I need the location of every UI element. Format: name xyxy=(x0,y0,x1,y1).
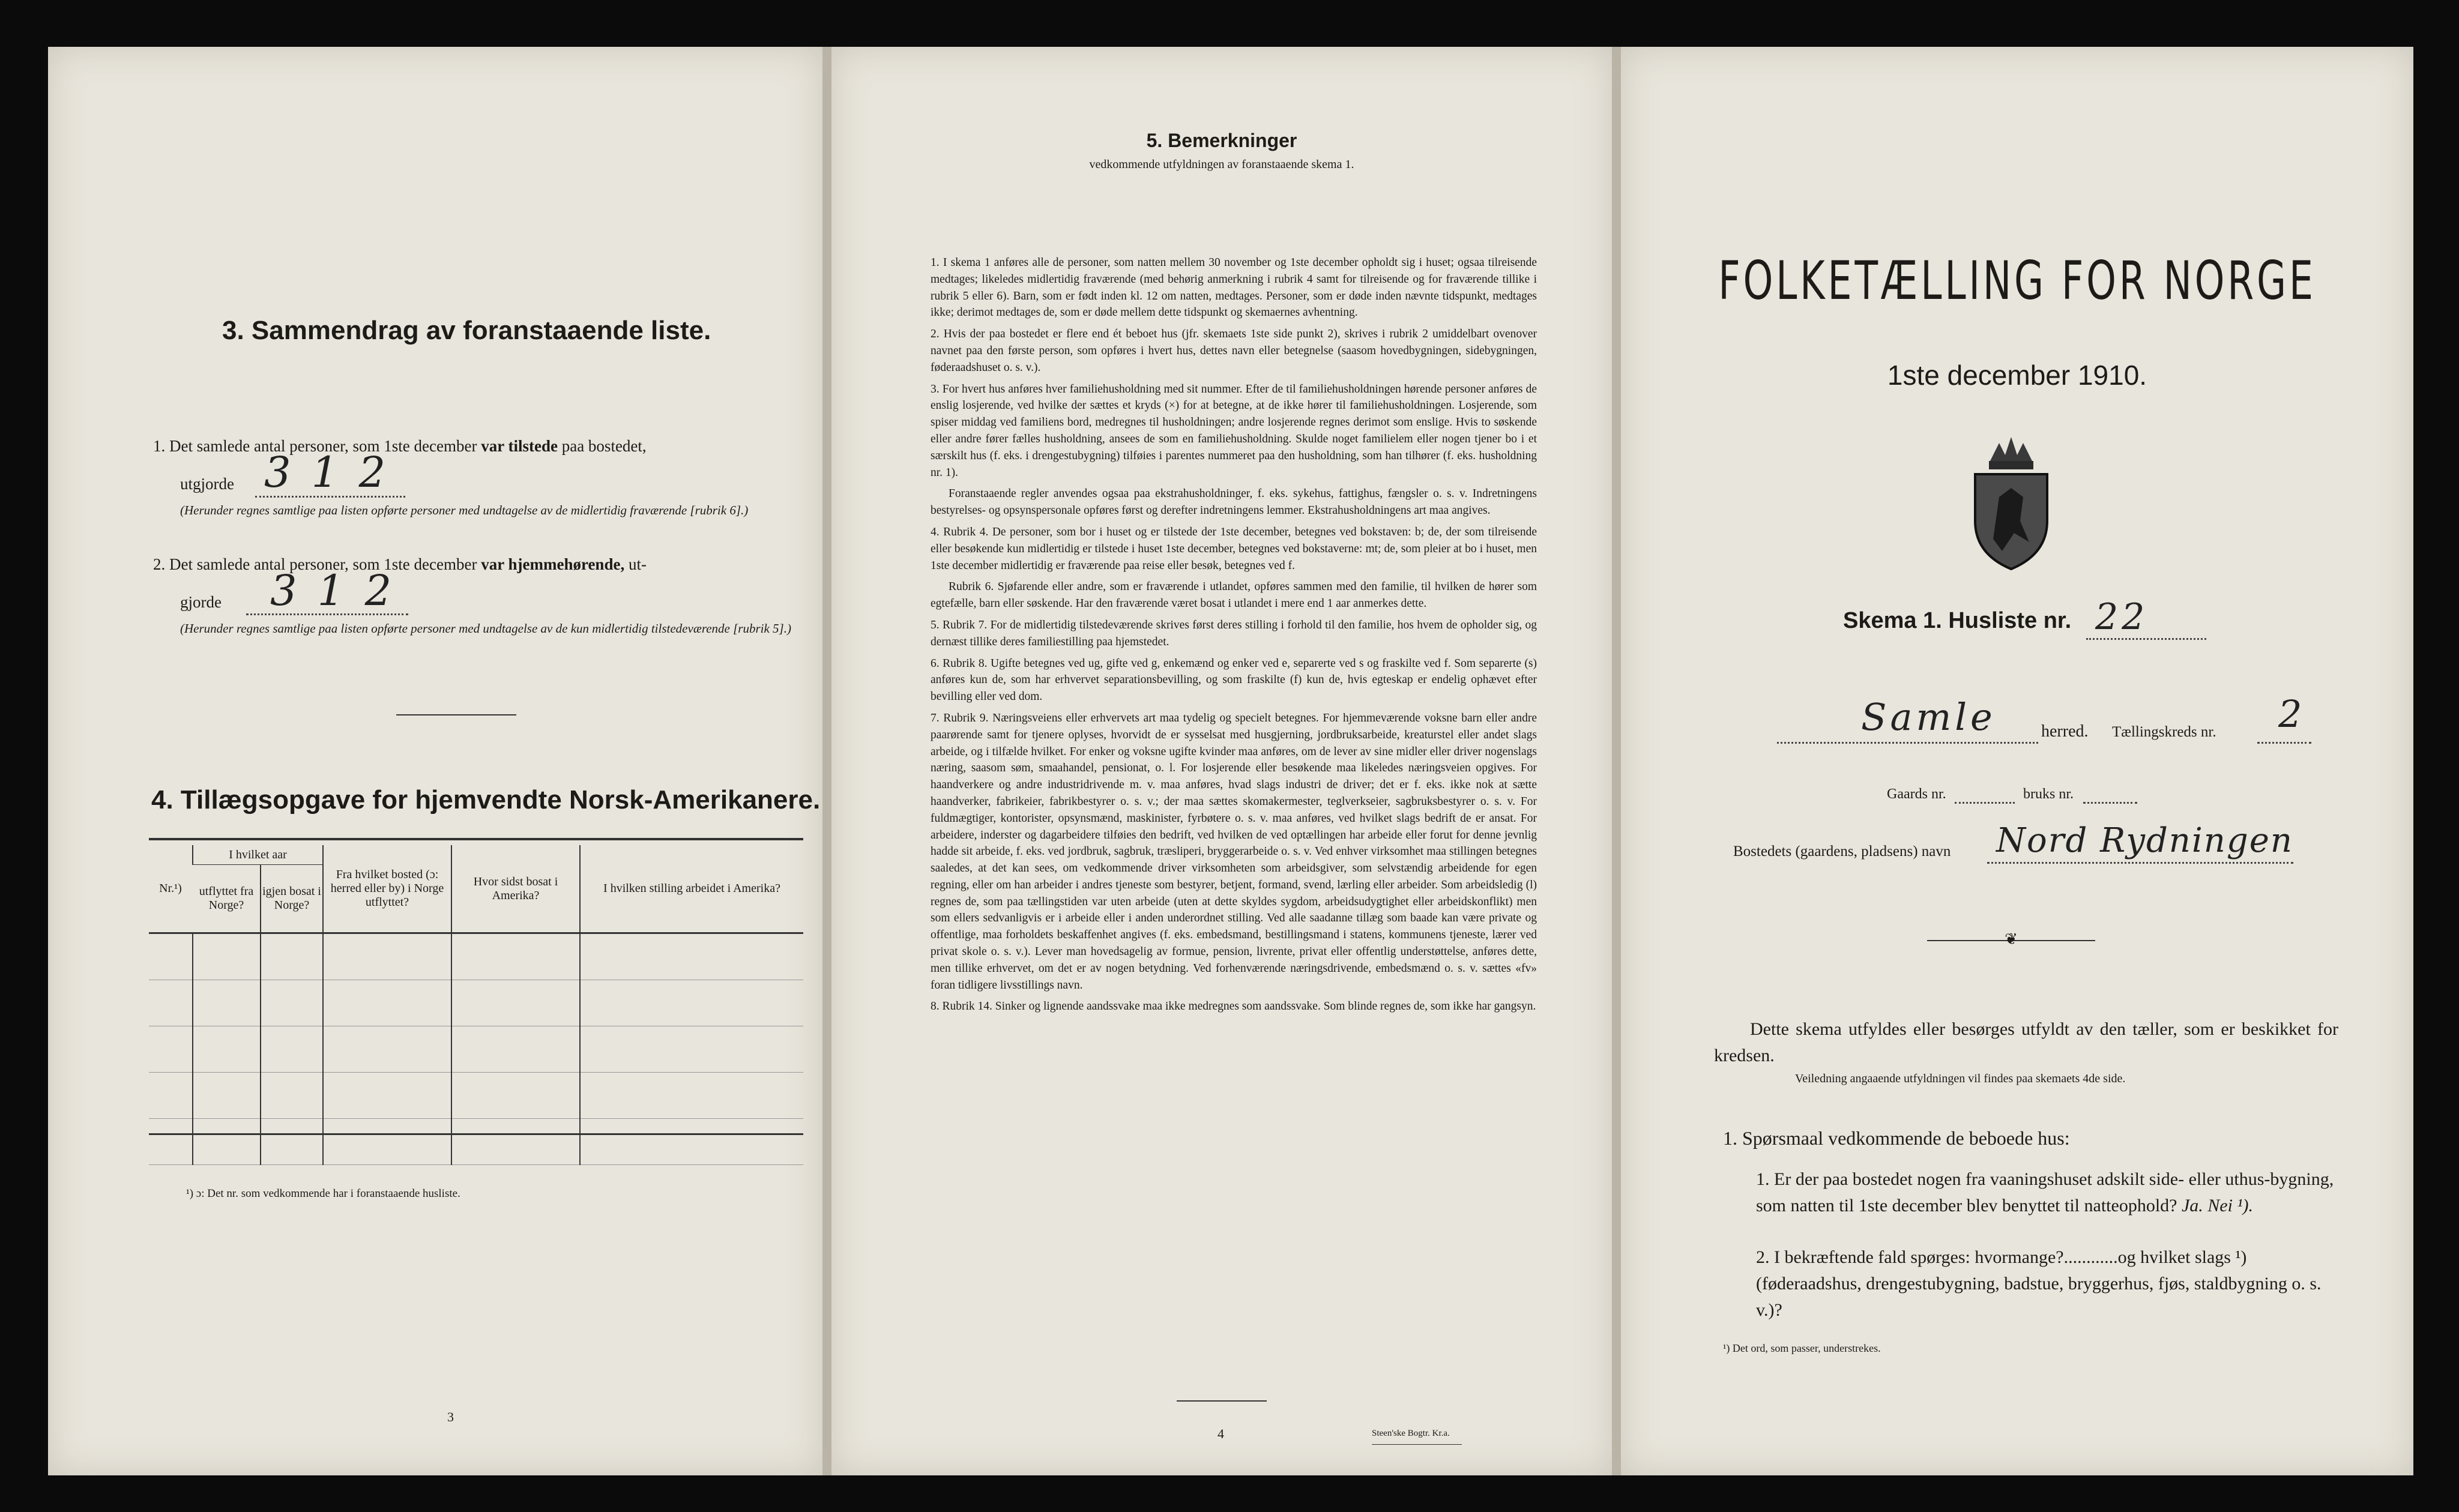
item1-utgjorde-label: utgjorde xyxy=(180,475,234,493)
summary-item-1: 1. Det samlede antal personer, som 1ste december var tilstede paa bostedet, xyxy=(153,437,647,455)
remark-4: 4. Rubrik 4. De personer, som bor i huset og er tilstede der 1ste december, betegnes ved bokstaven: b; de, der som tilreisende eller besøkende kun midlertidig er tilstede i huset 1ste december, betegnes ved bokstaverne: mt; de, som pleier at bo i huset, men 1ste december midlertidig er fraværende paa reise eller besøk, betegnes ved f. xyxy=(931,525,1537,572)
section-3-title: 3. Sammendrag av foranstaaende liste. xyxy=(222,316,711,345)
page-3 xyxy=(48,47,822,1475)
intro-text: Dette skema utfyldes eller besørges utfyldt av den tæller, som er beskikket for kredsen. xyxy=(1714,1019,2338,1065)
kreds-value[interactable]: 2 xyxy=(2278,692,2306,736)
page1-footnote: ¹) Det ord, som passer, understrekes. xyxy=(1723,1342,1881,1354)
remark-1: 1. I skema 1 anføres alle de personer, som natten mellem 30 november og 1ste december opholdt sig i huset; ogsaa tilreisende medtages; likeledes midlertidig fraværende (med behørig anmerkning i rubrik 4 samt for tilreisende og for fraværende tillike i rubrik 5 eller 6). Barn, som er født inden kl. 12 om natten, medtages. Personer, som er døde inden nævnte tidspunkt, medtages ikke; derimot medtages de, som er døde mellem dette tidspunkt og skemaernes avhentning. xyxy=(931,256,1537,319)
bosted-label: Bostedets (gaardens, pladsens) navn xyxy=(1733,843,1951,860)
remark-5: 5. Rubrik 7. For de midlertidig tilstedeværende skrives først deres stilling i forhold til den familie, hos hvem de opholder sig, og dernæst tillike deres familiestilling paa hjemstedet. xyxy=(931,618,1537,648)
question-1: 1. Er der paa bostedet nogen fra vaaningshuset adskilt side- eller uthus-bygning, som natten til 1ste december blev benyttet til natteophold? Ja. Nei ¹). xyxy=(1756,1169,2334,1215)
census-title: FOLKETÆLLING FOR NORGE xyxy=(1718,250,2316,312)
gutter xyxy=(822,47,832,1475)
table-row[interactable] xyxy=(149,980,803,1026)
col-hvor-sidst: Hvor sidst bosat i Amerika? xyxy=(451,845,580,933)
gaards-label: Gaards nr. xyxy=(1887,786,1946,802)
q1-answer[interactable]: Ja. Nei ¹). xyxy=(2181,1196,2253,1215)
table-top-rule xyxy=(149,838,803,840)
remark-8: 8. Rubrik 14. Sinker og lignende aandssvake maa ikke medregnes som aandssvake. Som blinde regnes de, som ikke har gangsyn. xyxy=(931,1000,1536,1013)
husliste-number[interactable]: 22 xyxy=(2095,596,2149,638)
bruks-fill-line[interactable] xyxy=(2083,802,2137,804)
item2-note: (Herunder regnes samtlige paa listen opførte personer med undtagelse av de kun midlertidig tilstedeværende [rubrik 5].) xyxy=(180,621,791,636)
col-igjen: igjen bosat i Norge? xyxy=(261,865,323,933)
item2-gjorde-label: gjorde xyxy=(180,593,222,611)
remark-6: 6. Rubrik 8. Ugifte betegnes ved ug, gifte ved g, enkemænd og enker ved e, separerte ved s og fraskilte ved f. Som separerte (s) anføres kun de, som har erhvervet separationsbevilling, og som fraskilte (f) kun de, hvis egteskap er endelig ophævet efter bevilling eller ved dom. xyxy=(931,657,1537,703)
coat-of-arms-icon xyxy=(1966,431,2056,572)
bemerkninger-subtitle: vedkommende utfyldningen av foranstaaende skema 1. xyxy=(1089,158,1354,171)
husliste-fill-line xyxy=(2086,638,2206,640)
bemerkninger-body xyxy=(931,255,1537,1020)
item1-note: (Herunder regnes samtlige paa listen opførte personer med undtagelse av de midlertidig fraværende [rubrik 6].) xyxy=(180,503,749,517)
table-row[interactable] xyxy=(149,1119,803,1165)
veiledning-text: Veiledning angaaende utfyldningen vil findes paa skemaets 4de side. xyxy=(1795,1072,2126,1085)
question-2: 2. I bekræftende fald spørges: hvormange?............og hvilket slags ¹) (føderaadshus, drengestubygning, badstue, bryggerhus, fjøs, staldbygning o. s. v.)? xyxy=(1756,1247,2322,1320)
col-utflyttet: utflyttet fra Norge? xyxy=(193,865,261,933)
table-row[interactable] xyxy=(149,933,803,980)
summary-item-2: 2. Det samlede antal personer, som 1ste december var hjemmehørende, ut- xyxy=(153,555,647,573)
section-4-title: 4. Tillægsopgave for hjemvendte Norsk-Amerikanere. xyxy=(151,785,821,815)
table-row[interactable] xyxy=(149,1026,803,1073)
page-number: 3 xyxy=(447,1409,454,1424)
table-bottom-rule xyxy=(149,1133,803,1135)
printer-imprint: Steen'ske Bogtr. Kr.a. xyxy=(1372,1429,1450,1438)
question-title: 1. Spørsmaal vedkommende de beboede hus: xyxy=(1723,1127,2070,1149)
bosted-fill-line xyxy=(1987,862,2293,864)
divider xyxy=(1177,1400,1267,1402)
divider xyxy=(396,714,516,715)
col-nr: Nr.¹) xyxy=(149,845,193,933)
gutter xyxy=(1612,47,1622,1475)
gaards-fill-line[interactable] xyxy=(1955,802,2015,804)
col-stilling: I hvilken stilling arbeidet i Amerika? xyxy=(580,845,803,933)
imprint-rule xyxy=(1372,1444,1462,1445)
bosted-value[interactable]: Nord Rydningen xyxy=(1996,821,2293,860)
bemerkninger-title: 5. Bemerkninger xyxy=(1146,130,1297,151)
table-row[interactable] xyxy=(149,1073,803,1119)
remark-4b: Rubrik 6. Sjøfarende eller andre, som er fraværende i utlandet, opføres sammen med den familie, til hvilken de hører som egtefælle, barn eller søskende. Har den fraværende været bosat i utlandet i mere end 1 aar anmerkes dette. xyxy=(931,580,1537,610)
item1-fill-line xyxy=(255,496,405,498)
herred-fill-line xyxy=(1777,742,2038,744)
kreds-fill-line xyxy=(2257,742,2311,744)
page-number: 4 xyxy=(1217,1426,1224,1441)
bruks-label: bruks nr. xyxy=(2023,786,2074,802)
norsk-amerikanere-table xyxy=(149,845,803,1165)
census-date: 1ste december 1910. xyxy=(1887,360,2147,391)
skema-label: Skema 1. Husliste nr. xyxy=(1843,608,2072,633)
kreds-label: Tællingskreds nr. xyxy=(2112,724,2216,740)
herred-value[interactable]: Samle xyxy=(1861,695,1996,739)
remark-7: 7. Rubrik 9. Næringsveiens eller erhvervets art maa tydelig og specielt betegnes. For hjemmeværende voksne barn eller andre paarørende samt for tjenere oplyses, hvorvidt de er sysselsat med husgjerning, jordbruksarbeide, kreaturstel eller andet slags arbeide, og i tilfælde hvilket. For enker og voksne ugifte kvinder maa anføres, om de lever av sine midler eller driver nogenslags næring, saasom søm, smaahandel, pensionat, o. l. For losjerende eller besøkende maa likeledes næringsveien opgives. For haandverkere og andre industridrivende m. v. maa anføres, hvad slags industri de driver; det er f. eks. ikke nok at sætte haandverker, fabrikeier, fabrikbestyrer o. s. v.; der maa sættes skomakermester, teglverkseier, sagbruksbestyrer o. s. v. For fuldmægtiger, kontorister, opsynsmænd, maskinister, fyrbøtere o. s. v. maa anføres, ved hvilket slags bedrift de er ansat. For arbeidere, inderster og dagarbeidere tilføies den bedrift, ved hvilken de ved optællingen har arbeide eller forut for denne jevnlig hadde sit arbeide, f. eks. ved jordbruk, sagbruk, træsliperi, bryggerarbeide o. s. v. Ved enhver virksomhet maa stillingen betegnes saaledes, at det kan sees, om vedkommende driver virksomheten som arbeidsgiver, som selvstændig arbeidende for egen regning, eller om han arbeider i andres tjeneste som bestyrer, betjent, formand, svend, lærling eller arbeider. Som arbeidsledig (l) regnes de, som paa tællingstiden var uten arbeide (uten at dette skyldes sygdom, arbeidsudygtighet eller arbeidskonflikt) men som ellers sedvanligvis er i arbeide eller i anden underordnet stilling. Ved alle saadanne tillæg som baade kan være private og offentlige, maa forholdets beskaffenhet angives (f. eks. embedsmand, bestillingsmand i statens, kommunens tjeneste, lærer ved privat skole o. s. v.). Lever man hovedsagelig av formue, pension, livrente, privat eller offentlig understøttelse, anføres dette, men tillike erhvervet, om det er av nogen betydning. Ved forhenværende næringsdrivende, embedsmænd o. s. v. sættes «fv» foran tidligere livsstillings navn. xyxy=(931,711,1537,992)
item1-handwritten-count[interactable]: 3 1 2 xyxy=(264,448,390,497)
table-footnote: ¹) ɔ: Det nr. som vedkommende har i foranstaaende husliste. xyxy=(186,1187,460,1200)
remark-3: 3. For hvert hus anføres hver familiehusholdning med sit nummer. Efter de til familiehusholdningen hørende personer anføres de enslig losjerende, ved hvilke der sættes et kryds (×) for at betegne, at de ikke hører til familiehusholdningen. Losjerende, som spiser middag ved familiens bord, medregnes til husholdningen; andre losjerende regnes derimot som enslige. Hvis to søskende eller andre fører fælles husholdning, ansees de som en familiehusholdning. Skulde noget familielem eller nogen tjener bo i et særskilt hus (f. eks. i drengestubygning) tilføies i parentes nummeret paa den husholdning, som han tilhører (f. eks. husholdning nr. 1). xyxy=(931,382,1537,479)
page-4 xyxy=(831,47,1612,1475)
item2-fill-line xyxy=(246,613,408,615)
item2-handwritten-count[interactable]: 3 1 2 xyxy=(270,566,396,615)
page-1 xyxy=(1621,47,2413,1475)
herred-label: herred. xyxy=(2041,722,2089,741)
col-fra-bosted: Fra hvilket bosted (ɔ: herred eller by) i Norge utflyttet? xyxy=(323,845,451,933)
remark-2: 2. Hvis der paa bostedet er flere end ét beboet hus (jfr. skemaets 1ste side punkt 2), skrives i rubrik 2 umiddelbart ovenover navnet paa den første person, som opføres i hvert hus, dettes navn eller betegnelse (saasom hovedbygningen, sidebygningen, føderaadshuset o. s. v.). xyxy=(931,328,1537,374)
ornament-icon: ❦ xyxy=(2005,930,2018,948)
col-group-year: I hvilket aar xyxy=(193,845,323,865)
remark-3b: Foranstaaende regler anvendes ogsaa paa ekstrahusholdninger, f. eks. sykehus, fattighus, fængsler o. s. v. Indretningens bestyrelses- og opsynspersonale opføres først og derefter indretningens lemmer. Ekstrahusholdningens art maa angives. xyxy=(931,487,1537,517)
